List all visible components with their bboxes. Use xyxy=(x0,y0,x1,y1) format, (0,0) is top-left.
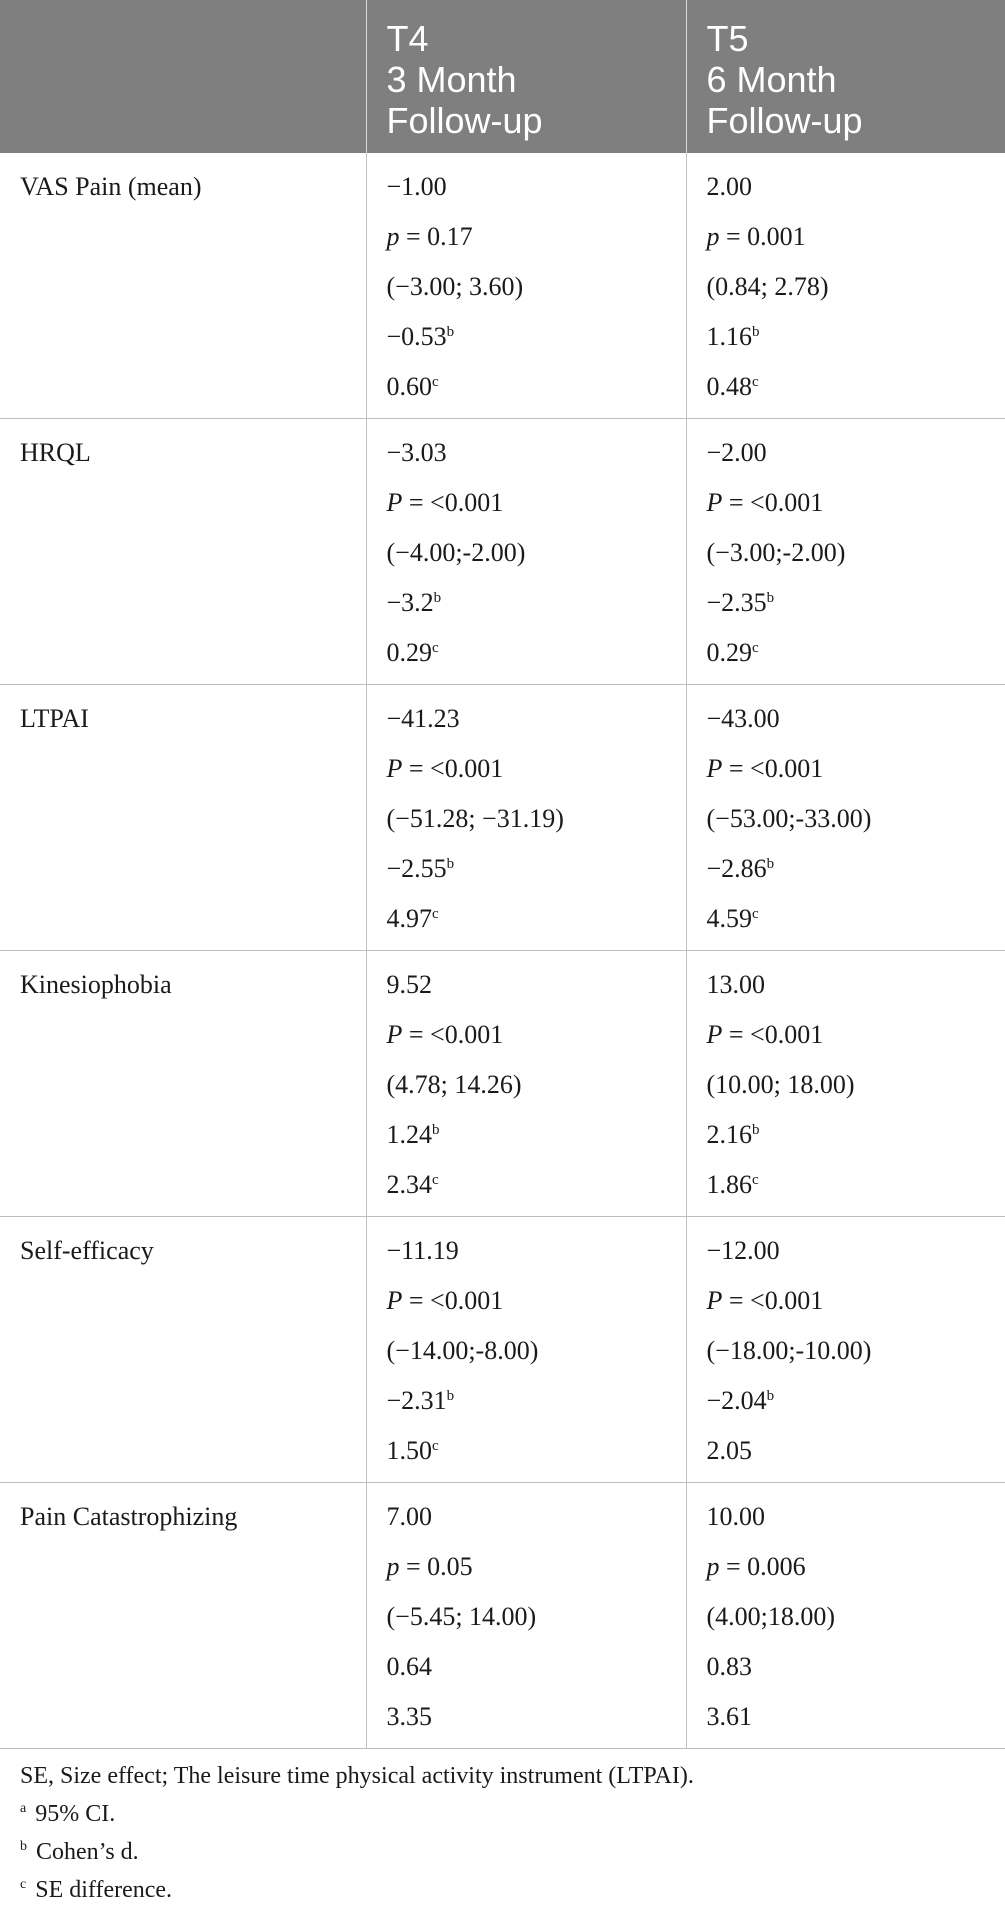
cell-value: 9.52 xyxy=(386,970,432,999)
value-cell-t4 xyxy=(366,419,686,685)
cell-line xyxy=(387,694,666,744)
value-cell-t4 xyxy=(366,685,686,951)
cell-line xyxy=(707,1592,986,1642)
footnote-marker: c xyxy=(752,640,759,656)
row-label: Pain Catastrophizing xyxy=(20,1502,238,1531)
cell-line xyxy=(387,1110,666,1160)
cell-line xyxy=(387,1326,666,1376)
value-cell-t5 xyxy=(686,1483,1005,1749)
p-value-symbol: P xyxy=(706,754,723,783)
cell-value: −1.00 xyxy=(386,172,447,201)
cell-line xyxy=(387,1060,666,1110)
cell-value: (4.00;18.00) xyxy=(706,1602,836,1631)
header-line: 3 Month xyxy=(386,59,517,100)
cell-value: 2.05 xyxy=(706,1436,752,1465)
cell-line xyxy=(387,960,666,1010)
footnote-marker: b xyxy=(752,1122,760,1138)
cell-value: −41.23 xyxy=(386,704,460,733)
footnote-marker: a xyxy=(20,1801,27,1816)
cell-line xyxy=(707,428,986,478)
cell-line xyxy=(707,844,986,894)
cell-value: 0.60 xyxy=(386,372,432,401)
table-row xyxy=(0,685,1005,951)
cell-value: 0.83 xyxy=(706,1652,752,1681)
p-value-symbol: P xyxy=(706,1020,723,1049)
header-cell-t4 xyxy=(366,0,686,153)
cell-value: (−3.00; 3.60) xyxy=(386,272,524,301)
cell-value: = <0.001 xyxy=(722,1020,824,1049)
cell-value: = 0.05 xyxy=(399,1552,473,1581)
cell-line xyxy=(707,1060,986,1110)
cell-value: = <0.001 xyxy=(722,754,824,783)
footnote-marker: c xyxy=(752,374,759,390)
footnote-marker: b xyxy=(432,1122,440,1138)
header-cell-t5 xyxy=(686,0,1005,153)
footnote-text: SE, Size effect; The leisure time physical activity instrument (LTPAI). xyxy=(20,1763,694,1789)
cell-line xyxy=(387,1276,666,1326)
cell-value: 4.59 xyxy=(706,904,752,933)
cell-line xyxy=(707,1160,986,1210)
cell-value: (−14.00;-8.00) xyxy=(386,1336,539,1365)
cell-value: (−5.45; 14.00) xyxy=(386,1602,537,1631)
cell-line xyxy=(707,894,986,944)
cell-line xyxy=(707,1110,986,1160)
cell-line xyxy=(387,844,666,894)
p-value-symbol: P xyxy=(386,1020,403,1049)
cell-value: −3.03 xyxy=(386,438,447,467)
cell-line xyxy=(707,1642,986,1692)
cell-value: 3.61 xyxy=(706,1702,752,1731)
footnote-marker: c xyxy=(20,1877,27,1892)
cell-value: 1.16 xyxy=(706,322,752,351)
cell-value: (−53.00;-33.00) xyxy=(706,804,872,833)
cell-value: 0.64 xyxy=(386,1652,432,1681)
cell-line xyxy=(387,1642,666,1692)
row-label-cell xyxy=(0,1483,366,1749)
cell-value: = <0.001 xyxy=(402,488,504,517)
cell-value: = <0.001 xyxy=(402,1286,504,1315)
cell-value: 4.97 xyxy=(386,904,432,933)
cell-line xyxy=(707,960,986,1010)
value-cell-t4 xyxy=(366,153,686,419)
cell-line xyxy=(387,212,666,262)
cell-value: −2.35 xyxy=(706,588,767,617)
row-label-cell xyxy=(0,153,366,419)
cell-line xyxy=(387,794,666,844)
footnote-marker: c xyxy=(432,374,439,390)
cell-value: 1.50 xyxy=(386,1436,432,1465)
table-row xyxy=(0,1217,1005,1483)
cell-line xyxy=(707,1226,986,1276)
cell-value: = <0.001 xyxy=(402,1020,504,1049)
cell-value: −11.19 xyxy=(386,1236,459,1265)
cell-value: −0.53 xyxy=(386,322,447,351)
value-cell-t5 xyxy=(686,951,1005,1217)
footnote-text: Cohen’s d. xyxy=(30,1839,139,1865)
cell-value: = <0.001 xyxy=(722,488,824,517)
cell-line xyxy=(707,578,986,628)
cell-line xyxy=(707,1010,986,1060)
cell-value: −2.04 xyxy=(706,1386,767,1415)
value-cell-t5 xyxy=(686,419,1005,685)
cell-line xyxy=(707,528,986,578)
cell-line xyxy=(387,628,666,678)
cell-value: 0.29 xyxy=(706,638,752,667)
cell-value: 2.16 xyxy=(706,1120,752,1149)
row-label-cell xyxy=(0,951,366,1217)
footnote-marker: c xyxy=(432,640,439,656)
cell-value: −2.31 xyxy=(386,1386,447,1415)
cell-value: −2.55 xyxy=(386,854,447,883)
p-value-symbol: p xyxy=(386,222,400,251)
footnote-marker: b xyxy=(20,1839,27,1854)
footnote-marker: b xyxy=(433,590,442,606)
p-value-symbol: P xyxy=(386,1286,403,1315)
cell-line xyxy=(387,1492,666,1542)
cell-line xyxy=(387,1226,666,1276)
footnote-marker: b xyxy=(446,324,455,340)
footnote-marker: b xyxy=(766,1388,775,1404)
row-label: Self-efficacy xyxy=(20,1236,154,1265)
cell-line xyxy=(387,1010,666,1060)
table-row xyxy=(0,153,1005,419)
row-label-cell xyxy=(0,1217,366,1483)
cell-value: −2.86 xyxy=(706,854,767,883)
cell-line xyxy=(387,1376,666,1426)
p-value-symbol: p xyxy=(706,222,720,251)
cell-value: (−51.28; −31.19) xyxy=(386,804,564,833)
footnote-marker: c xyxy=(752,906,759,922)
footnote-marker: c xyxy=(432,1438,439,1454)
cell-value: −12.00 xyxy=(706,1236,780,1265)
cell-value: (0.84; 2.78) xyxy=(706,272,829,301)
cell-line xyxy=(387,744,666,794)
cell-value: (−3.00;-2.00) xyxy=(706,538,846,567)
table-row xyxy=(0,951,1005,1217)
footnote-line xyxy=(20,1833,985,1871)
cell-line xyxy=(707,362,986,412)
cell-value: 0.48 xyxy=(706,372,752,401)
table-body xyxy=(0,153,1005,1749)
p-value-symbol: P xyxy=(706,488,723,517)
cell-line xyxy=(387,428,666,478)
footnote-line xyxy=(20,1795,985,1833)
cell-value: = 0.17 xyxy=(399,222,473,251)
cell-line xyxy=(707,744,986,794)
cell-line xyxy=(387,894,666,944)
cell-line xyxy=(707,312,986,362)
header-line: T5 xyxy=(706,18,749,59)
footnote-marker: c xyxy=(752,1172,759,1188)
value-cell-t4 xyxy=(366,951,686,1217)
footnote-line xyxy=(20,1757,985,1795)
cell-value: (10.00; 18.00) xyxy=(706,1070,855,1099)
cell-line xyxy=(707,1376,986,1426)
value-cell-t4 xyxy=(366,1217,686,1483)
footnote-line xyxy=(20,1871,985,1909)
cell-line xyxy=(707,478,986,528)
cell-value: 10.00 xyxy=(706,1502,765,1531)
cell-line xyxy=(707,694,986,744)
value-cell-t5 xyxy=(686,685,1005,951)
header-line: Follow-up xyxy=(386,100,543,141)
table-row xyxy=(0,419,1005,685)
cell-value: −43.00 xyxy=(706,704,780,733)
header-row xyxy=(0,0,1005,153)
cell-value: −2.00 xyxy=(706,438,767,467)
cell-value: −3.2 xyxy=(386,588,434,617)
cell-line xyxy=(707,1276,986,1326)
cell-value: = <0.001 xyxy=(722,1286,824,1315)
cell-value: 13.00 xyxy=(706,970,765,999)
footnote-marker: b xyxy=(446,1388,455,1404)
cell-line xyxy=(387,1426,666,1476)
p-value-symbol: P xyxy=(706,1286,723,1315)
cell-line xyxy=(707,212,986,262)
footnote-marker: b xyxy=(752,324,760,340)
cell-line xyxy=(707,262,986,312)
table-header xyxy=(0,0,1005,153)
cell-line xyxy=(707,1692,986,1742)
footnote-marker: c xyxy=(432,906,439,922)
cell-value: 0.29 xyxy=(386,638,432,667)
row-label: VAS Pain (mean) xyxy=(20,172,202,201)
cell-value: = 0.001 xyxy=(719,222,806,251)
cell-line xyxy=(707,1492,986,1542)
cell-value: 2.00 xyxy=(706,172,752,201)
cell-value: 2.34 xyxy=(386,1170,432,1199)
cell-line xyxy=(387,1160,666,1210)
cell-line xyxy=(387,1542,666,1592)
cell-line xyxy=(387,262,666,312)
table-row xyxy=(0,1483,1005,1749)
cell-line xyxy=(387,162,666,212)
footnote-text: 95% CI. xyxy=(29,1801,116,1827)
cell-value: (−18.00;-10.00) xyxy=(706,1336,872,1365)
row-label: LTPAI xyxy=(20,704,89,733)
footnote-text: SE difference. xyxy=(29,1877,173,1903)
cell-line xyxy=(707,794,986,844)
table-footnotes xyxy=(0,1749,1005,1909)
cell-line xyxy=(707,1326,986,1376)
cell-value: 7.00 xyxy=(386,1502,432,1531)
cell-line xyxy=(387,578,666,628)
footnote-marker: b xyxy=(766,590,775,606)
header-cell-measure xyxy=(0,0,366,153)
cell-line xyxy=(387,478,666,528)
row-label: Kinesiophobia xyxy=(20,970,172,999)
footnote-marker: c xyxy=(432,1172,439,1188)
p-value-symbol: p xyxy=(706,1552,720,1581)
row-label-cell xyxy=(0,419,366,685)
footnote-marker: b xyxy=(766,856,775,872)
p-value-symbol: P xyxy=(386,754,403,783)
cell-value: = <0.001 xyxy=(402,754,504,783)
cell-value: (4.78; 14.26) xyxy=(386,1070,522,1099)
cell-line xyxy=(707,1542,986,1592)
p-value-symbol: p xyxy=(386,1552,400,1581)
p-value-symbol: P xyxy=(386,488,403,517)
footnote-marker: b xyxy=(446,856,455,872)
cell-line xyxy=(387,362,666,412)
cell-line xyxy=(387,312,666,362)
cell-line xyxy=(707,162,986,212)
cell-value: 3.35 xyxy=(386,1702,432,1731)
cell-line xyxy=(707,628,986,678)
cell-value: 1.24 xyxy=(386,1120,432,1149)
cell-line xyxy=(707,1426,986,1476)
value-cell-t4 xyxy=(366,1483,686,1749)
row-label-cell xyxy=(0,685,366,951)
cell-line xyxy=(387,1592,666,1642)
header-line: Follow-up xyxy=(706,100,863,141)
cell-line xyxy=(387,528,666,578)
header-line: 6 Month xyxy=(706,59,837,100)
value-cell-t5 xyxy=(686,1217,1005,1483)
value-cell-t5 xyxy=(686,153,1005,419)
cell-value: = 0.006 xyxy=(719,1552,806,1581)
cell-value: 1.86 xyxy=(706,1170,752,1199)
cell-value: (−4.00;-2.00) xyxy=(386,538,526,567)
header-line: T4 xyxy=(386,18,429,59)
row-label: HRQL xyxy=(20,438,91,467)
cell-line xyxy=(387,1692,666,1742)
